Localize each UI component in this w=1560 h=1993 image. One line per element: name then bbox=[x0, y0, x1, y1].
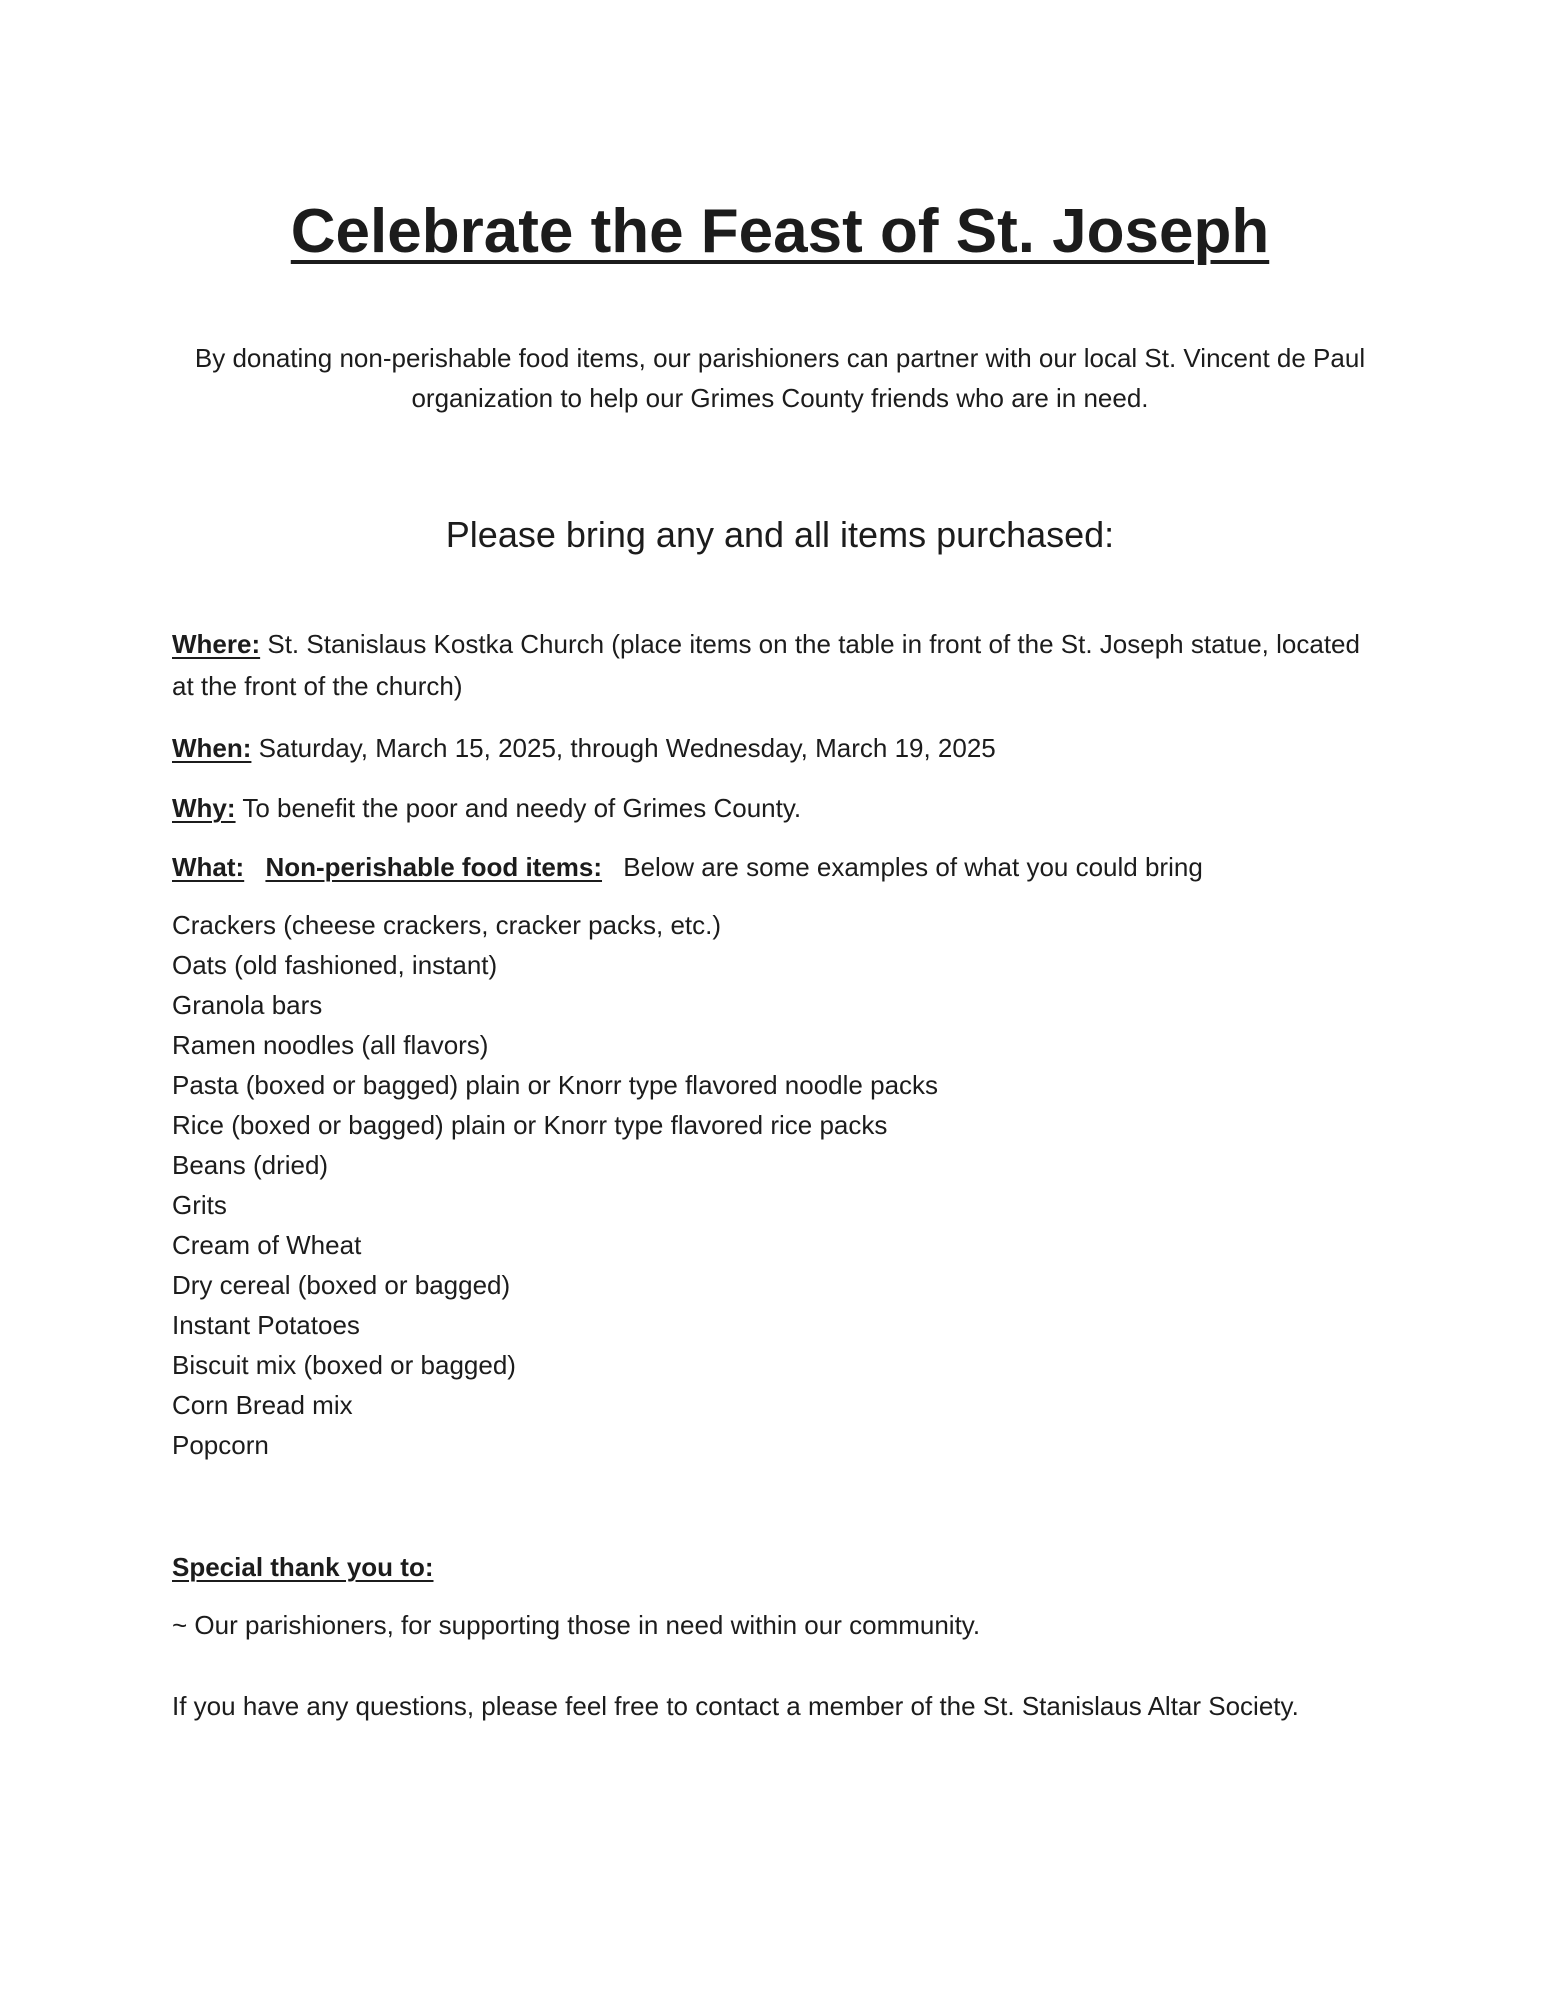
questions-paragraph: If you have any questions, please feel free to contact a member of the St. Stanislaus Altar Society. bbox=[172, 1691, 1299, 1721]
list-item: Popcorn bbox=[172, 1430, 269, 1460]
list-item: Rice (boxed or bagged) plain or Knorr type flavored rice packs bbox=[172, 1110, 888, 1140]
page-title: Celebrate the Feast of St. Joseph bbox=[290, 197, 1270, 266]
where-section bbox=[172, 623, 1372, 707]
list-item: Biscuit mix (boxed or bagged) bbox=[172, 1350, 516, 1380]
list-item: Beans (dried) bbox=[172, 1150, 329, 1180]
why-text: To benefit the poor and needy of Grimes County. bbox=[242, 793, 802, 823]
list-item: Crackers (cheese crackers, cracker packs, etc.) bbox=[172, 910, 722, 940]
thanks-heading: Special thank you to: bbox=[172, 1552, 434, 1582]
what-text: Below are some examples of what you could bring bbox=[623, 852, 1203, 882]
list-item: Instant Potatoes bbox=[172, 1310, 360, 1340]
what-sublabel: Non-perishable food items: bbox=[265, 852, 603, 882]
list-item: Corn Bread mix bbox=[172, 1390, 353, 1420]
list-item: Ramen noodles (all flavors) bbox=[172, 1030, 489, 1060]
list-item: Granola bars bbox=[172, 990, 323, 1020]
what-label: What: bbox=[172, 852, 245, 882]
list-item: Pasta (boxed or bagged) plain or Knorr type flavored noodle packs bbox=[172, 1070, 939, 1100]
when-text: Saturday, March 15, 2025, through Wednesday, March 19, 2025 bbox=[258, 733, 996, 763]
why-label: Why: bbox=[172, 793, 236, 823]
where-text: St. Stanislaus Kostka Church (place items on the table in front of the St. Joseph statue, located at the front of the church) bbox=[172, 629, 1360, 701]
what-section bbox=[172, 846, 1372, 888]
where-label: Where: bbox=[172, 629, 261, 659]
when-label: When: bbox=[172, 733, 252, 763]
why-section bbox=[172, 787, 1372, 829]
list-item: Oats (old fashioned, instant) bbox=[172, 950, 498, 980]
thanks-line: ~ Our parishioners, for supporting those in need within our community. bbox=[172, 1610, 981, 1640]
list-item: Dry cereal (boxed or bagged) bbox=[172, 1270, 511, 1300]
subheading: Please bring any and all items purchased: bbox=[445, 514, 1115, 555]
list-item: Grits bbox=[172, 1190, 227, 1220]
food-items-list bbox=[172, 905, 938, 1465]
list-item: Cream of Wheat bbox=[172, 1230, 362, 1260]
when-section bbox=[172, 727, 1372, 769]
intro-paragraph: By donating non-perishable food items, our parishioners can partner with our local St. Vincent de Paul organization to help our Grimes County friends who are in need. bbox=[194, 343, 1366, 413]
